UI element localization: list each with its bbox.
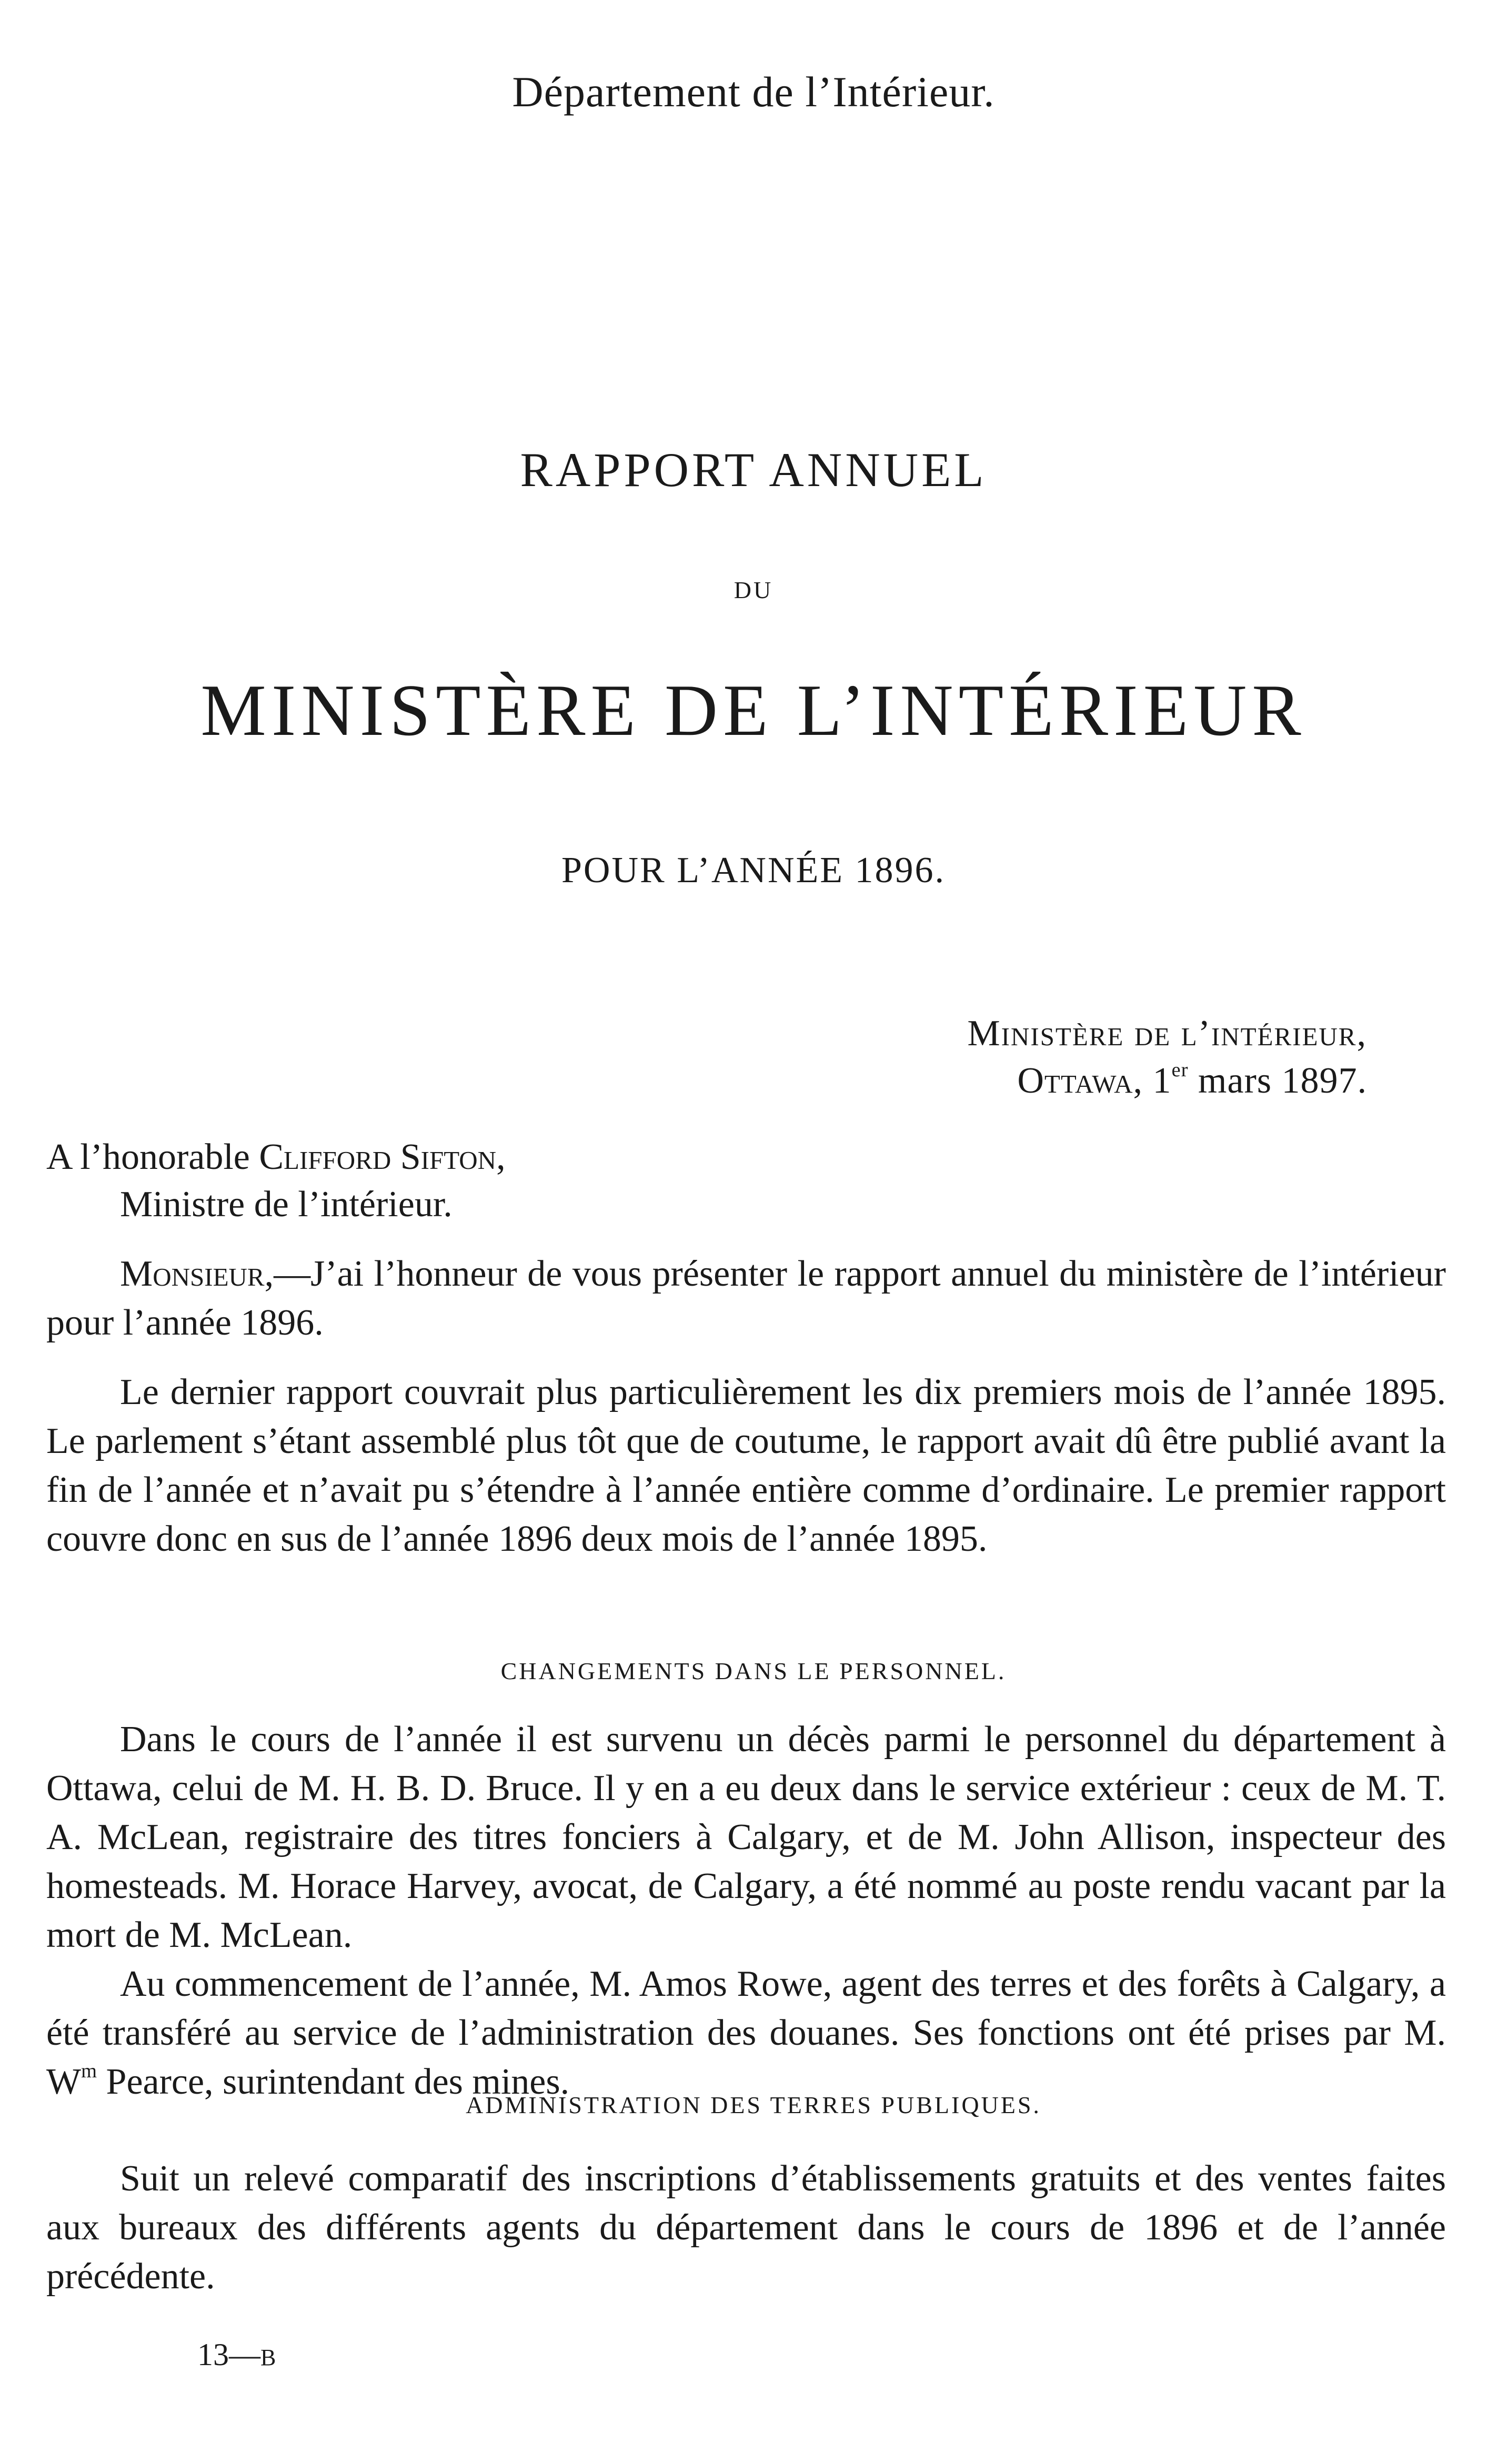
signature-letter: B xyxy=(260,2345,276,2370)
paragraph-personnel-transfer xyxy=(46,1960,1446,2106)
signature-mark xyxy=(197,2337,276,2373)
addressee-name: Clifford Sifton, xyxy=(259,1137,506,1177)
transfer-text-sup: m xyxy=(81,2060,97,2083)
salutation-text: —J’ai l’honneur de vous présenter le rapport annuel du ministère de l’intérieur pour l’année 1896. xyxy=(46,1254,1446,1343)
report-title-year: POUR L’ANNÉE 1896. xyxy=(561,850,946,891)
dateline-city: Ottawa, xyxy=(1017,1061,1143,1101)
report-title-du: DU xyxy=(734,577,773,603)
dateline-month-year: mars 1897. xyxy=(1198,1061,1367,1101)
dateline-date xyxy=(1017,1060,1367,1102)
dateline-ministry: Ministère de l’intérieur, xyxy=(967,1013,1367,1054)
paragraph-public-lands: Suit un relevé comparatif des inscriptions d’établissements gratuits et des ventes faites aux bureaux des différents agents du département dans le cours de 1896 et de l’année précédente. xyxy=(46,2158,1446,2297)
addressee-prefix: A l’honorable xyxy=(46,1137,250,1177)
signature-number: 13— xyxy=(197,2337,260,2372)
dateline-day: 1 xyxy=(1152,1061,1172,1101)
addressee-role: Ministre de l’intérieur. xyxy=(120,1184,453,1225)
department-header: Département de l’Intérieur. xyxy=(512,68,995,116)
heading-public-lands: ADMINISTRATION DES TERRES PUBLIQUES. xyxy=(466,2092,1041,2118)
salutation: Monsieur, xyxy=(120,1254,274,1294)
heading-personnel-changes: CHANGEMENTS DANS LE PERSONNEL. xyxy=(500,1658,1007,1684)
dateline-day-suffix: er xyxy=(1171,1059,1189,1082)
paragraph-personnel-deaths: Dans le cours de l’année il est survenu un décès parmi le personnel du département à Ottawa, celui de M. H. B. D. Bruce. Il y en a eu deux dans le service extérieur : ceux de M. T. A. McLean, registraire des titres fonciers à Calgary, et de M. John Allison, inspecteur des homesteads. M. Horace Harvey, avocat, de Calgary, a été nommé au poste rendu vacant par la mort de M. McLean. xyxy=(46,1719,1446,1955)
paragraph-salutation xyxy=(46,1249,1446,1347)
report-title: RAPPORT ANNUEL xyxy=(520,443,987,497)
transfer-text-a: Au commencement de l’année, M. Amos Rowe, agent des terres et des forêts à Calgary, a été transféré au service de l’administration des douanes. Ses fonctions ont été prises par M. W xyxy=(46,1964,1446,2102)
transfer-text-b: Pearce, surintendant des mines. xyxy=(97,2062,570,2102)
addressee-line xyxy=(46,1136,506,1178)
paragraph-previous-report: Le dernier rapport couvrait plus particulièrement les dix premiers mois de l’année 1895. Le parlement s’étant assemblé plus tôt que de coutume, le rapport avait dû être publié avant la fin de l’année et n’avait pu s’étendre à l’année entière comme d’ordinaire. Le premier rapport couvre donc en sus de l’année 1896 deux mois de l’année 1895. xyxy=(46,1372,1446,1559)
report-title-ministry: MINISTÈRE DE L’INTÉRIEUR xyxy=(200,670,1307,751)
